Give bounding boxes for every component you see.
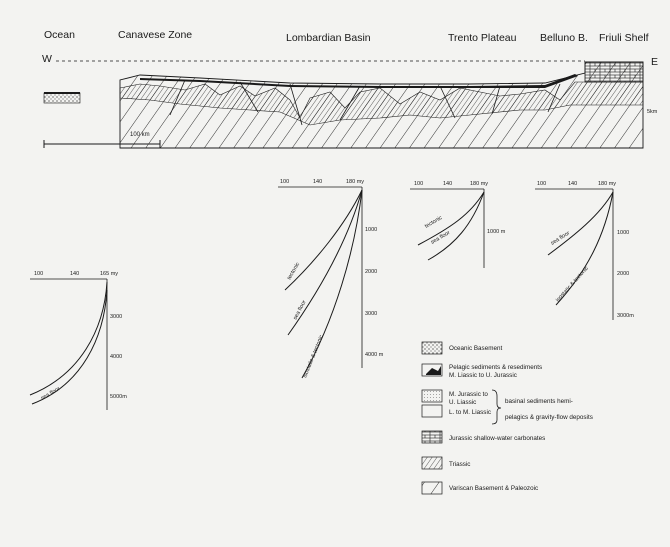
scale-label: 100 km: [130, 132, 150, 138]
sea-floor-curve: [548, 192, 613, 255]
curve-label: tectonic: [424, 215, 444, 230]
region-label-belluno: Belluno B.: [540, 32, 588, 44]
legend-label: M. Liassic to U. Jurassic: [449, 372, 517, 379]
curve-label: isostatic & tectonic: [302, 334, 325, 379]
curve-label: sea floor: [40, 385, 62, 402]
legend-label: Variscan Basement & Paleozoic: [449, 485, 539, 492]
legend-item: [422, 405, 491, 417]
tectonic-curve: [418, 192, 484, 245]
curve-label: sea floor: [549, 230, 571, 247]
region-label-trento: Trento Plateau: [448, 32, 517, 44]
west-label: W: [42, 53, 52, 65]
depth-label: 5km: [647, 109, 658, 115]
age-tick-label: 140: [568, 181, 578, 187]
legend-item: [422, 431, 545, 443]
curve-label: tectonic: [286, 261, 302, 281]
age-tick-label: 100: [414, 181, 424, 187]
cross-section: [42, 29, 658, 148]
depth-tick-label: 2000: [617, 271, 630, 277]
sea-floor-curve-lower: [32, 290, 107, 404]
legend-brace-text: pelagics & gravity-flow deposits: [505, 414, 593, 421]
depth-tick-label: 4000: [110, 354, 123, 360]
depth-tick-label: 3000: [365, 311, 378, 317]
age-tick-label: 180 my: [346, 179, 365, 185]
legend-swatch: [422, 390, 442, 402]
curve-label: sea floor: [430, 229, 452, 246]
depth-tick-label: 3000m: [617, 313, 634, 319]
ocean-basement-block: [44, 93, 80, 103]
depth-tick-label: 1000: [617, 230, 630, 236]
age-tick-label: 140: [70, 271, 80, 277]
friuli-carbonate-platform: [585, 62, 643, 82]
curve-label: sea floor: [292, 299, 308, 321]
depth-tick-label: 2000: [365, 269, 378, 275]
legend-swatch: [422, 431, 442, 443]
age-tick-label: 180 my: [598, 181, 617, 187]
age-tick-label: 140: [443, 181, 453, 187]
ocean-subsidence-plot: [30, 271, 127, 410]
legend-brace: [492, 390, 501, 424]
east-label: E: [651, 56, 659, 68]
legend-swatch: [422, 457, 442, 469]
belluno-subsidence-plot: [535, 181, 634, 320]
region-label-friuli: Friuli Shelf: [599, 32, 649, 44]
sea-floor-curve: [428, 192, 484, 260]
tectonic-curve: [285, 190, 362, 290]
legend-label: U. Liassic: [449, 399, 477, 406]
region-label-ocean: Ocean: [44, 29, 75, 41]
legend: [422, 342, 593, 494]
depth-tick-label: 1000: [365, 227, 378, 233]
legend-label: Jurassic shallow-water carbonates: [449, 435, 546, 442]
trento-subsidence-plot: [410, 181, 506, 268]
depth-tick-label: 4000 m: [365, 352, 384, 358]
legend-swatch: [422, 405, 442, 417]
legend-brace-text: basinal sediments hemi-: [505, 398, 573, 405]
depth-tick-label: 5000m: [110, 394, 127, 400]
legend-item: [422, 364, 542, 379]
age-tick-label: 140: [313, 179, 323, 185]
legend-label: Oceanic Basement: [449, 345, 503, 352]
age-tick-label: 180 my: [470, 181, 489, 187]
legend-item: [422, 482, 538, 494]
legend-swatch: [422, 342, 442, 354]
legend-item: [422, 457, 470, 469]
sea-floor-curve: [30, 282, 107, 395]
lombardian-subsidence-plot: [278, 179, 384, 379]
legend-swatch: [422, 482, 442, 494]
legend-label: L. to M. Liassic: [449, 409, 491, 416]
region-label-lombardian: Lombardian Basin: [286, 32, 371, 44]
legend-item: [422, 342, 502, 354]
region-label-canavese: Canavese Zone: [118, 29, 193, 41]
age-tick-label: 100: [537, 181, 547, 187]
legend-item: [422, 390, 488, 406]
legend-label: Triassic: [449, 461, 471, 468]
legend-label: M. Jurassic to: [449, 391, 488, 398]
legend-label: Pelagic sediments & resediments: [449, 364, 543, 371]
depth-tick-label: 1000 m: [487, 229, 506, 235]
depth-tick-label: 3000: [110, 314, 123, 320]
age-tick-label: 165 my: [100, 271, 119, 277]
age-tick-label: 100: [280, 179, 290, 185]
age-tick-label: 100: [34, 271, 44, 277]
curve-label: isostatic & tectonic: [555, 265, 590, 304]
